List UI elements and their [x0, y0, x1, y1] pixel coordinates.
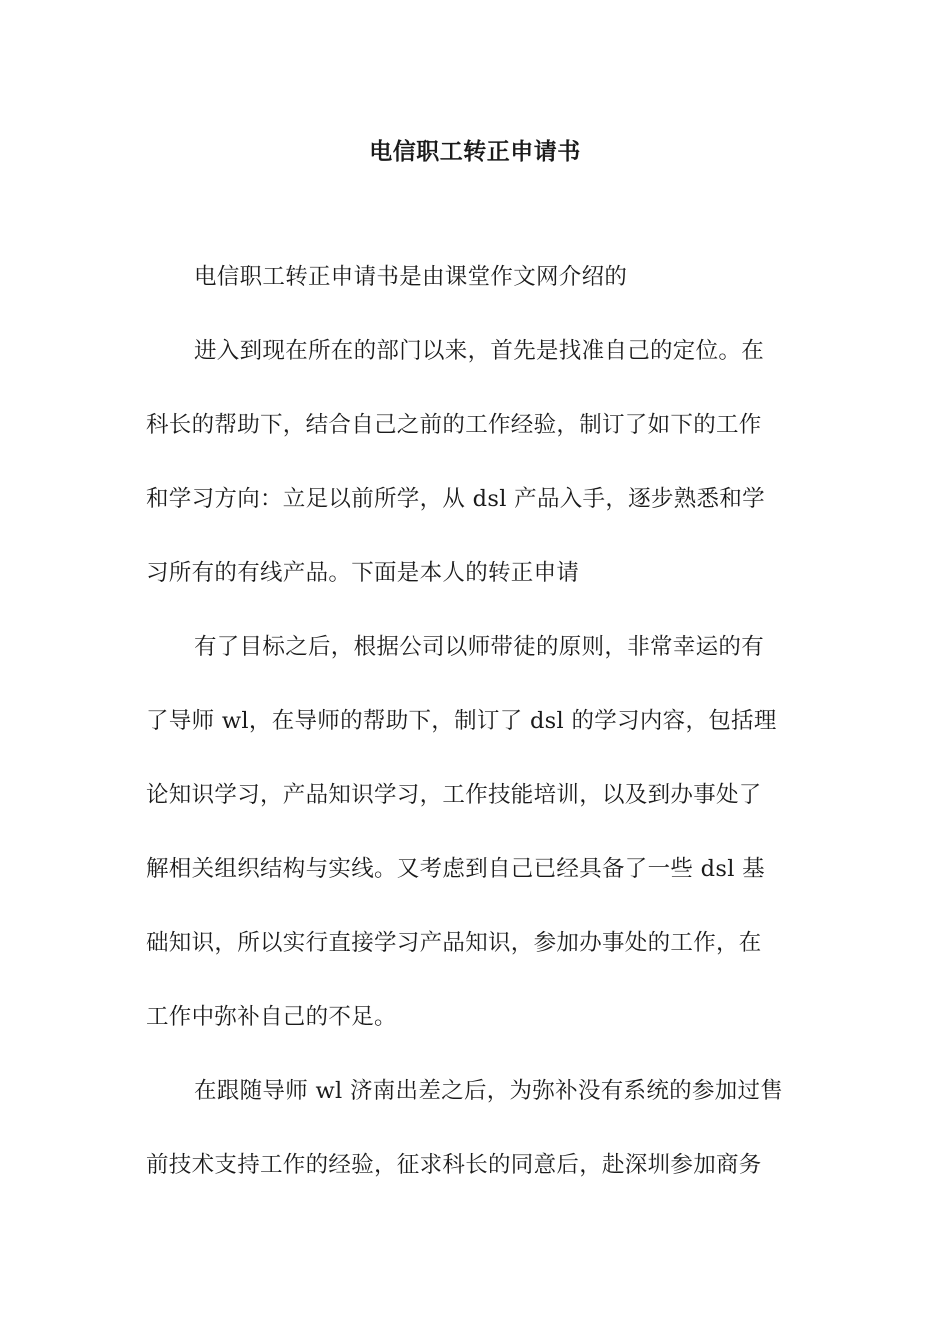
text-line: 进入到现在所在的部门以来，首先是找准自己的定位。在 [194, 338, 765, 364]
text-line: 论知识学习，产品知识学习，工作技能培训，以及到办事处了 [146, 782, 762, 808]
text-line: 工作中弥补自己的不足。 [146, 1004, 397, 1030]
text-line: 习所有的有线产品。下面是本人的转正申请 [146, 560, 580, 586]
text-line: 解相关组织结构与实线。又考虑到自己已经具备了一些 dsl 基 [146, 856, 765, 882]
text-line: 电信职工转正申请书是由课堂作文网介绍的 [194, 264, 628, 290]
text-line: 有了目标之后，根据公司以师带徒的原则，非常幸运的有 [194, 634, 765, 660]
text-line: 前技术支持工作的经验，征求科长的同意后，赴深圳参加商务 [146, 1152, 762, 1178]
document-body [146, 254, 808, 1216]
text-line: 科长的帮助下，结合自己之前的工作经验，制订了如下的工作 [146, 412, 762, 438]
text-line: 了导师 wl，在导师的帮助下，制订了 dsl 的学习内容，包括理 [146, 708, 777, 734]
document-title: 电信职工转正申请书 [369, 138, 581, 165]
text-line: 础知识，所以实行直接学习产品知识，参加办事处的工作，在 [146, 930, 762, 956]
text-line: 和学习方向：立足以前所学，从 dsl 产品入手，逐步熟悉和学 [146, 486, 765, 512]
text-line: 在跟随导师 wl 济南出差之后，为弥补没有系统的参加过售 [194, 1078, 784, 1104]
